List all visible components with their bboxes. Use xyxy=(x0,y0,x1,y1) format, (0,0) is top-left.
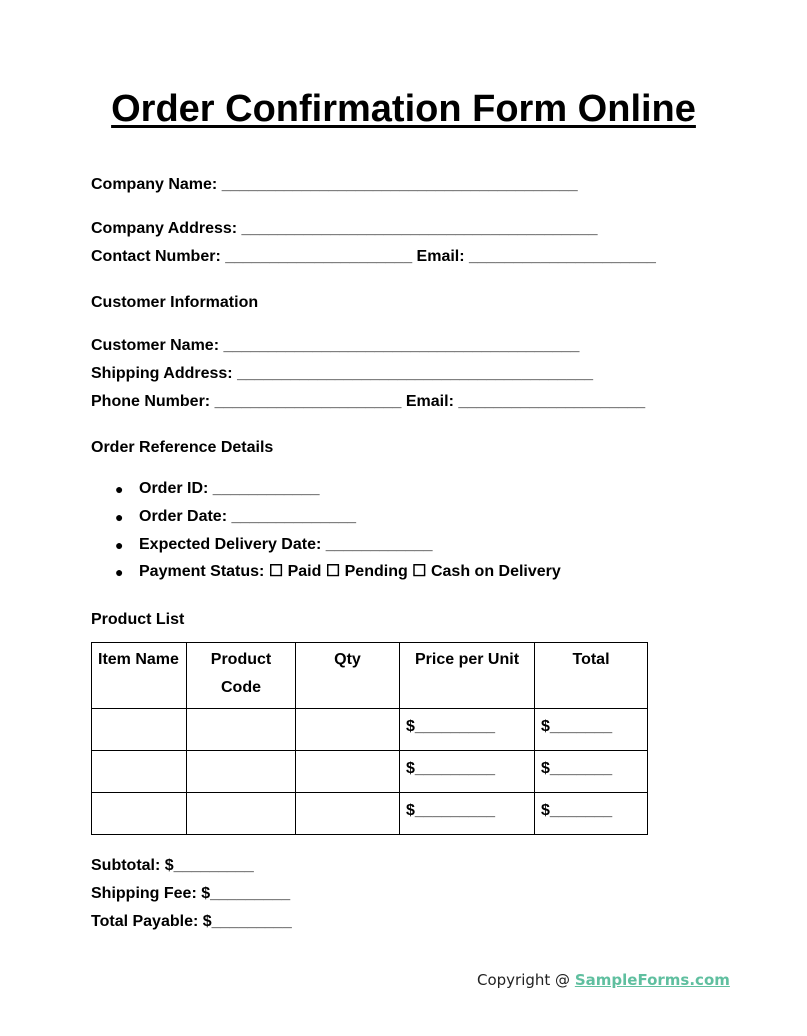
copyright-text: Copyright @ xyxy=(477,971,575,989)
table-cell[interactable] xyxy=(187,709,296,751)
list-item[interactable] xyxy=(91,479,561,507)
column-header: Price per Unit xyxy=(400,643,535,709)
table-cell[interactable]: $_________ xyxy=(400,709,535,751)
table-cell[interactable] xyxy=(187,751,296,793)
table-cell[interactable] xyxy=(296,751,400,793)
customer-name-field[interactable]: Customer Name: ________________________________________ xyxy=(91,337,580,354)
table-cell[interactable]: $_______ xyxy=(535,751,648,793)
bullet-icon: ● xyxy=(115,536,124,553)
list-item[interactable] xyxy=(91,535,561,563)
table-cell[interactable] xyxy=(92,709,187,751)
table-cell[interactable]: $_______ xyxy=(535,793,648,835)
list-item[interactable] xyxy=(91,562,561,590)
table-row xyxy=(92,709,648,751)
column-header: Item Name xyxy=(92,643,187,709)
table-row xyxy=(92,751,648,793)
order-id-field[interactable]: Order ID: ____________ xyxy=(139,480,320,497)
table-cell[interactable]: $_________ xyxy=(400,793,535,835)
brand-link[interactable]: SampleForms.com xyxy=(574,971,730,989)
company-contact-field[interactable]: Contact Number: _____________________ Email: _____________________ xyxy=(91,248,656,265)
bullet-icon: ● xyxy=(115,564,124,581)
table-cell[interactable] xyxy=(187,793,296,835)
company-name-field[interactable]: Company Name: ________________________________________ xyxy=(91,176,578,193)
company-address-field[interactable]: Company Address: ________________________________________ xyxy=(91,220,598,237)
order-date-field[interactable]: Order Date: ______________ xyxy=(139,507,357,525)
bullet-icon: ● xyxy=(115,481,124,497)
customer-phone-field[interactable]: Phone Number: _____________________ Email: _____________________ xyxy=(91,393,646,410)
order-reference-list xyxy=(91,479,561,590)
table-cell[interactable] xyxy=(296,793,400,835)
page-title: Order Confirmation Form Online xyxy=(111,88,696,130)
payment-status-field[interactable]: Payment Status: ☐ Paid ☐ Pending ☐ Cash on Delivery xyxy=(139,563,561,581)
table-cell[interactable] xyxy=(92,751,187,793)
shipping-fee-field[interactable]: Shipping Fee: $_________ xyxy=(91,885,291,902)
product-table xyxy=(91,642,648,835)
shipping-address-field[interactable]: Shipping Address: ________________________________________ xyxy=(91,365,594,382)
column-header: Total xyxy=(535,643,648,709)
list-item[interactable] xyxy=(91,507,561,535)
column-header: Qty xyxy=(296,643,400,709)
column-header: Product Code xyxy=(187,643,296,709)
table-cell[interactable] xyxy=(296,709,400,751)
order-reference-heading: Order Reference Details xyxy=(91,439,274,456)
table-cell[interactable]: $_______ xyxy=(535,709,648,751)
table-header-row xyxy=(92,643,648,709)
product-list-heading: Product List xyxy=(91,611,185,628)
table-cell[interactable] xyxy=(92,793,187,835)
table-row xyxy=(92,793,648,835)
delivery-date-field[interactable]: Expected Delivery Date: ____________ xyxy=(139,535,433,553)
customer-info-heading: Customer Information xyxy=(91,294,259,311)
copyright-footer xyxy=(477,971,730,989)
table-cell[interactable]: $_________ xyxy=(400,751,535,793)
total-payable-field[interactable]: Total Payable: $_________ xyxy=(91,913,292,930)
bullet-icon: ● xyxy=(115,508,124,525)
subtotal-field[interactable]: Subtotal: $_________ xyxy=(91,857,254,874)
